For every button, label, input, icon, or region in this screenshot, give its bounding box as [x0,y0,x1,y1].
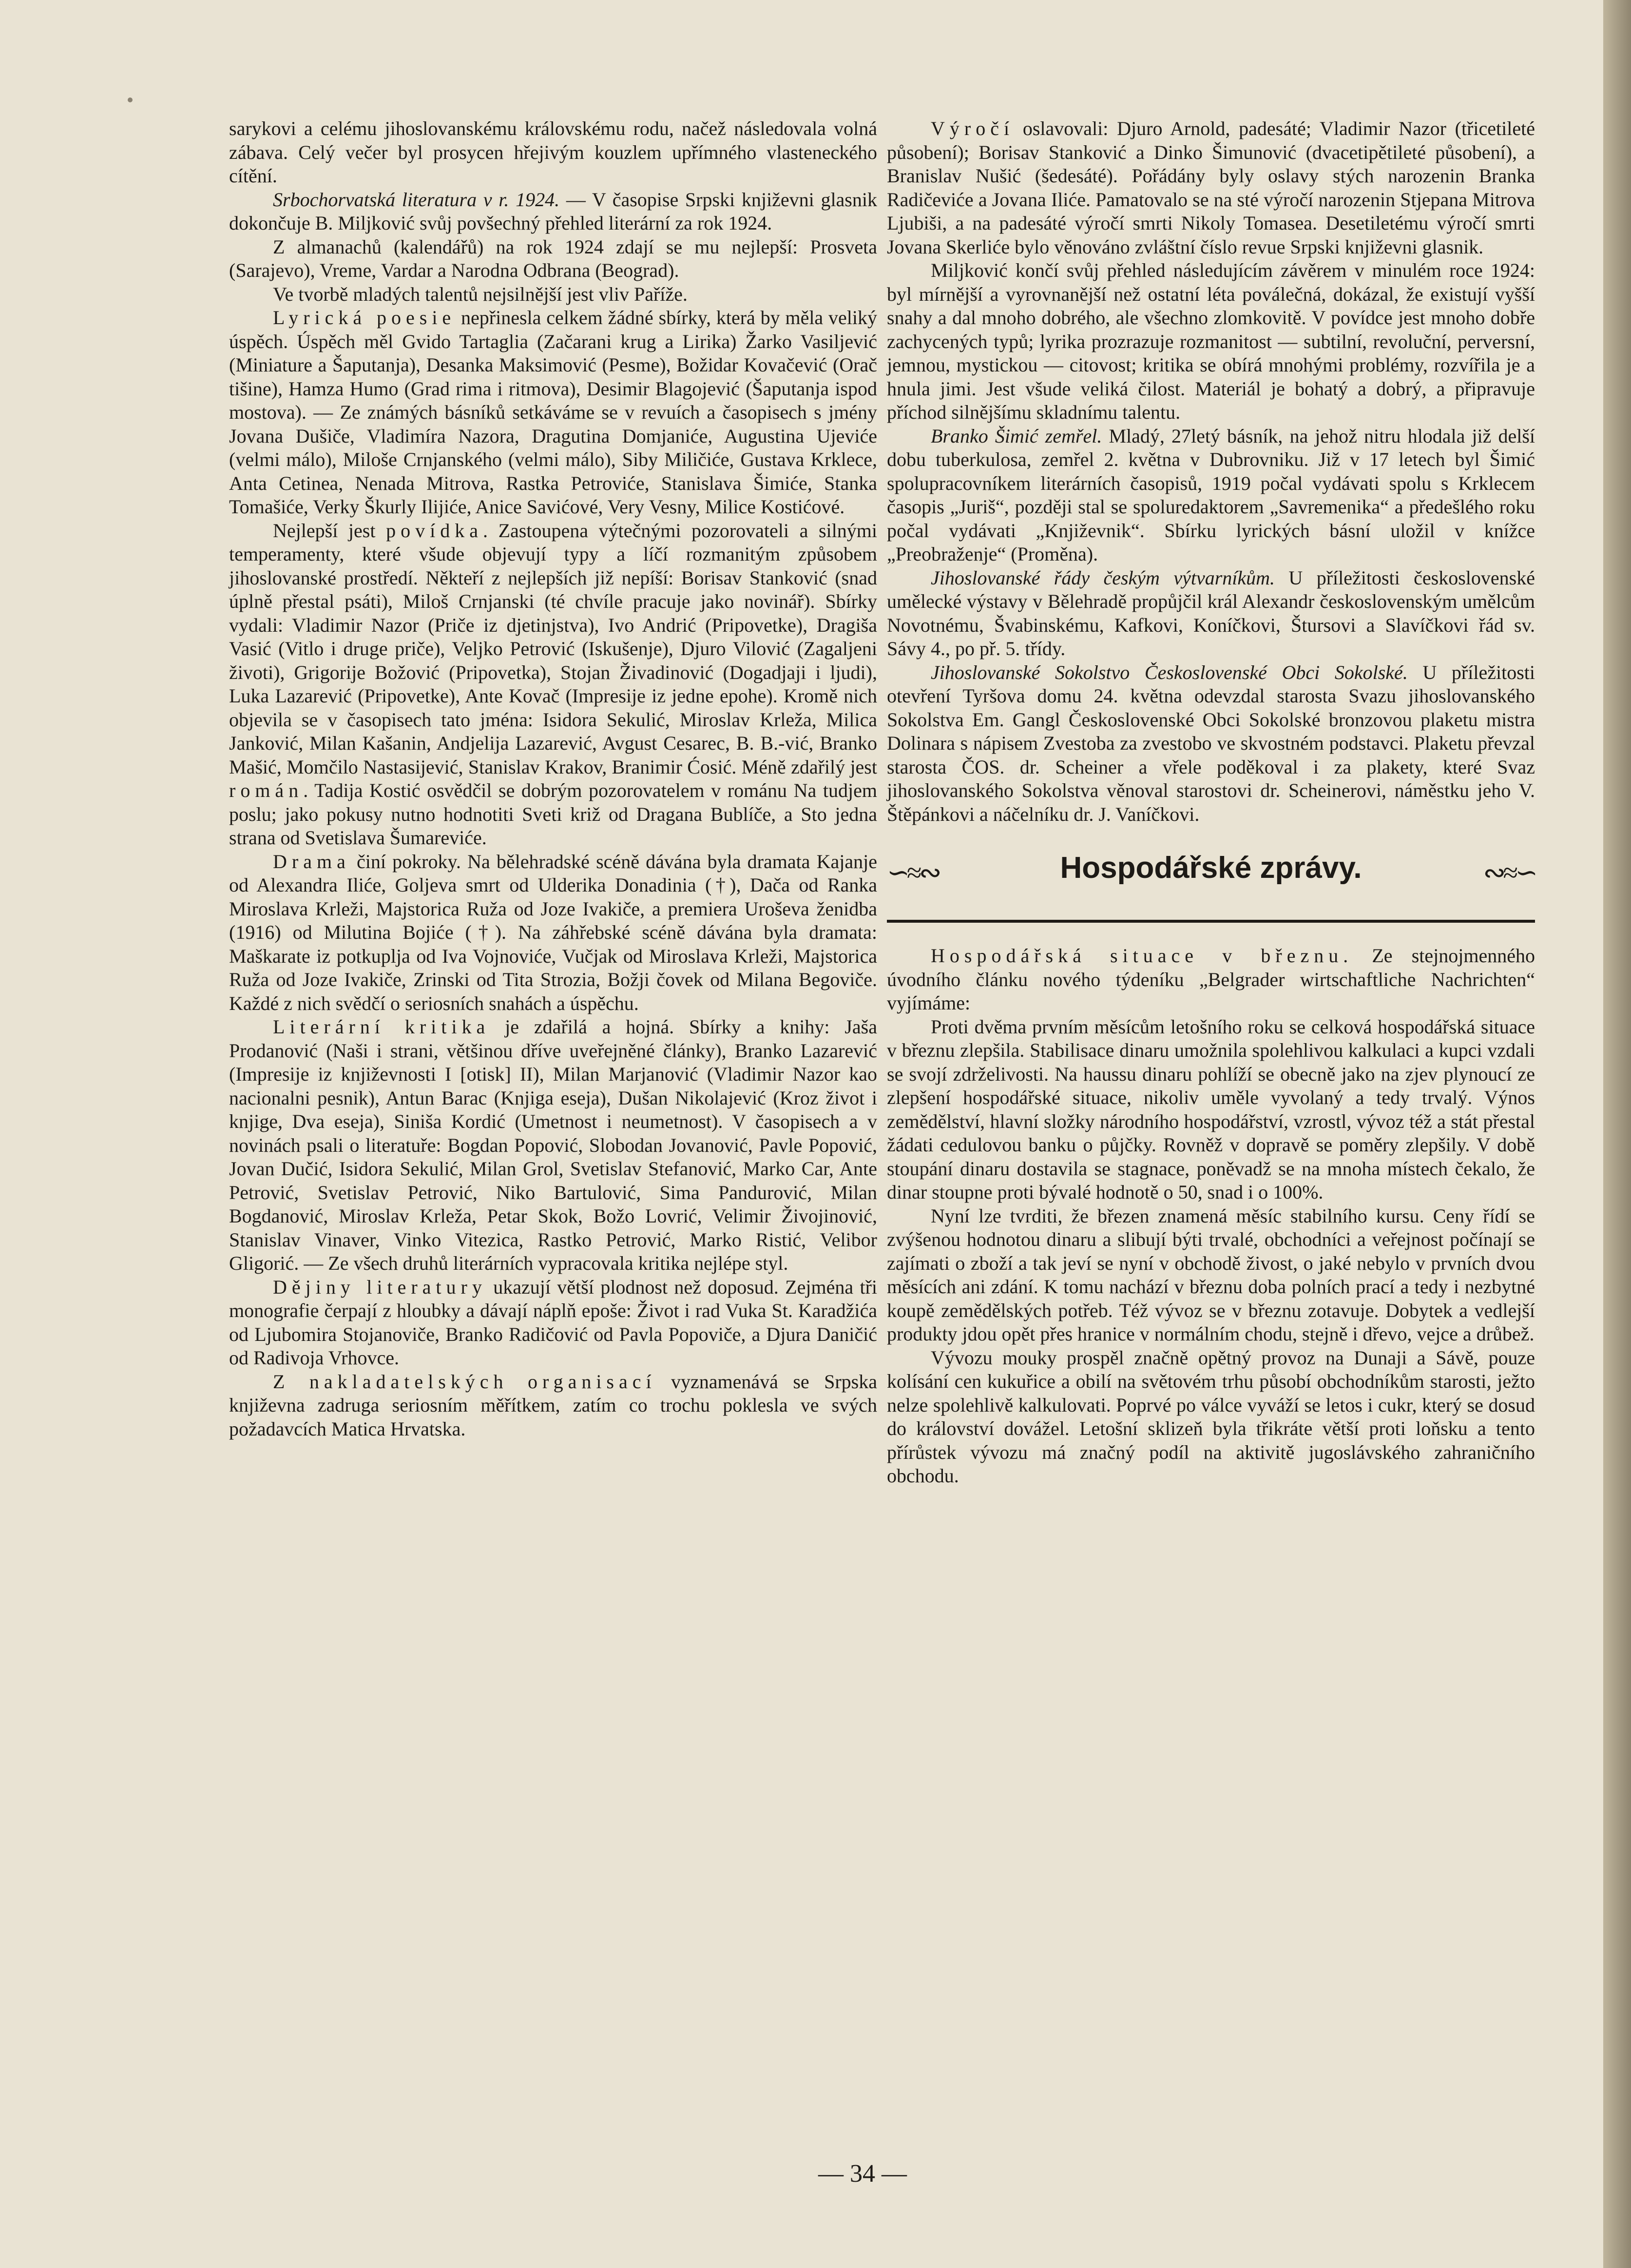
paragraph: Jihoslovanské Sokolstvo Československé Obci Sokolské. U příležitosti otevření Tyršova domu 24. května odevzdal starosta Svazu jihoslovanského Sokolstva Em. Gangl Československé Obci Sokolské bronzovou plaketu mistra Dolinara s nápisem Zvestoba za zvestobo ve skvostném podstavci. Plaketu převzal starosta ČOS. dr. Scheiner a vřele poděkoval i za plakety, které Svaz jihoslovanského Sokolstva věnoval starostovi dr. Scheinerovi, náměstku jeho V. Štěpánkovi a náčelníku dr. J. Vaníčkovi. [887,661,1535,825]
paragraph: sarykovi a celému jihoslovanskému královskému rodu, načež následovala volná zábava. Celý večer byl prosycen hřejivým kouzlem upřímného vlasteneckého cítění. [229,117,877,187]
section-title: Hospodářské zprávy. [1060,851,1362,885]
spaced-lead: román [229,779,304,801]
spaced-lead: Dějiny literatury [273,1276,487,1298]
paragraph: Z almanachů (kalendářů) na rok 1924 zdají se mu nejlepší: Prosveta (Sarajevo), Vreme, Vardar a Narodna Odbrana (Beograd). [229,235,877,281]
article-lead: Jihoslovanské Sokolstvo Československé Obci Sokolské. [931,661,1408,683]
left-column [229,117,877,1441]
spaced-lead: Hospodářská situace v březnu. [931,945,1353,967]
paragraph: Jihoslovanské řády českým výtvarníkům. U příležitosti československé umělecké výstavy v Bělehradě propůjčil král Alexandr československým umělcům Novotnému, Švabinskému, Kafkovi, Koníčkovi, Štursovi a Slavíčkovi řád sv. Sávy 4., po př. 5. třídy. [887,566,1535,659]
paragraph: Lyrická poesie nepřinesla celkem žádné sbírky, která by měla veliký úspěch. Úspěch měl Gvido Tartaglia (Začarani krug a Lirika) Žarko Vasiljević (Miniature a Šaputanja), Desanka Maksimović (Pesme), Božidar Kovačević (Orač tišine), Hamza Humo (Grad rima i ritmova), Desimir Blagojević (Šaputanja ispod mostova). — Ze známých básníků setkáváme se v revuích a časopisech s jmény Jovana Dušiče, Vladimíra Nazora, Dragutina Domjaniće, Augustina Ujeviće (velmi málo), Miloše Crnjanského (velmi málo), Siby Miličiće, Gustava Krklece, Anta Cetinea, Nenada Mitrova, Rastka Petroviće, Stanislava Šimiće, Stanka Tomašiće, Verky Škurly Ilijiće, Anice Savićové, Very Vesny, Milice Kostićové. [229,307,877,518]
paper-speck [128,97,133,102]
paragraph: Vývozu mouky prospěl značně opětný provoz na Dunaji a Sávě, pouze kolísání cen kukuřice a obilí na světovém trhu působí obchodníkům starosti, ježto nelze spolehlivě kalkulovati. Poprvé po válce vyváží se letos i cukr, který se dosud do království dovážel. Letošní sklizeň byla třikráte větší proti loňsku a tento přírůstek vývozu má značný podíl na aktivitě jugoslávského zahraničního obchodu. [887,1346,1535,1487]
right-column [887,117,1535,1488]
spaced-lead: Výročí [931,117,1015,139]
paragraph: Dějiny literatury ukazují větší plodnost než doposud. Zejména tři monografie čerpají z hloubky a dávají náplň epoše: Život i rad Vuka St. Karadžića od Ljubomira Stojanoviče, Branko Radičović od Pavla Popoviče, a Djura Daničić od Radivoja Vrhovce. [229,1276,878,1369]
article-lead: Srbochorvatská literatura v r. 1924. [273,188,560,211]
paragraph: Literární kritika je zdařilá a hojná. Sbírky a knihy: Jaša Prodanović (Naši i strani, většinou dříve uveřejněné články), Branko Lazarević (Impresije iz književnosti I [otisk] II), Milan Marjanović (Vladimir Nazor kao nacionalni pesnik), Antun Barac (Knjiga eseja), Dušan Nikolajević (Kroz život i knjige, Dva eseja), Siniša Kordić (Umetnost i neumetnost). V časopisech a v novinách psali o literatuře: Bogdan Popović, Slobodan Jovanović, Pavle Popović, Jovan Dučić, Isidora Sekulić, Milan Grol, Svetislav Stefanović, Marko Car, Ante Petrović, Svetislav Petrović, Niko Bartulović, Sima Pandurović, Milan Bogdanović, Miroslav Krleža, Petar Skok, Božo Lovrić, Velimir Živojinović, Stanislav Vinaver, Vinko Vitezica, Rastko Petrović, Marko Ristić, Velibor Gligorić. — Ze všech druhů literárních vypracovala kritika nejlépe styl. [229,1016,877,1274]
paragraph: Nyní lze tvrditi, že březen znamená měsíc stabilního kursu. Ceny řídí se zvýšenou hodnotou dinaru a slibují býti trvalé, obchodníci a veřejnost počínají se zajímati o zboží a tak jeví se nyní v obchodě živost, o jaké nebylo v prvních dvou měsících ani zdání. K tomu nachází v březnu doba polních prací a tedy i nezbytné koupě zemědělských potřeb. Též vývoz se v březnu zotavuje. Dobytek a vedlejší produkty jdou opět přes hranice v normálním chodu, stejně i dřevo, vejce a drůbež. [887,1204,1535,1345]
paragraph: Miljković končí svůj přehled následujícím závěrem v minulém roce 1924: byl mírnější a vyrovnanější než ostatní léta poválečná, dokázal, že existují vyšší snahy a dal mnoho dobrého, ale všechno zlomkovitě. V povídce jest mnoho dobře zachycených typů; lyrika prozrazuje rozmanitost — subtilní, revoluční, perversní, jemnou, mystickou — citovost; kritika se obírá mnohými problémy, rozvířila je a hnula jimi. Jest všude veliká čilost. Materiál je bohatý a dobrý, a připravuje příchod silnějšímu skladnímu talentu. [887,259,1535,423]
ornament-left-icon: ∽≈∾ [887,858,939,888]
spaced-lead: Lyrická poesie [273,307,456,329]
paragraph: Nejlepší jest povídka. Zastoupena výtečnými pozorovateli a silnými temperamenty, které všude objevují typy a líčí rozmanitým způsobem jihoslovanské prostředí. Někteří z nejlepších již nepíší: Borisav Stanković (snad úplně přestal psáti), Miloš Crnjanski (té chvíle pracuje jako novinář). Sbírky vydali: Vladimir Nazor (Priče iz djetinjstva), Ivo Andrić (Pripovetke), Dragiša Vasić (Vitlo i druge priče), Veljko Petrović (Iskušenje), Djuro Vilović (Zagaljeni životi), Grigorije Božović (Pripovetka), Stojan Živadinović (Dogadjaji i ljudi), Luka Lazarević (Pripovetke), Ante Kovač (Impresije iz jedne epohe). Kromě nich objevila se v časopisech tato jména: Isidora Sekulić, Miroslav Krleža, Milica Janković, Milan Kašanin, Andjelija Lazarević, Avgust Cesarec, B. B.-vić, Branko Mašić, Momčilo Nastasijević, Stanislav Krakov, Branimir Ćosić. Méně zdařilý jest román. Tadija Kostić osvědčil se dobrým pozorovatelem v románu Na tudjem poslu; jako pokusy nutno hodnotiti Sveti križ od Dragana Bublíče, a Sto jedna strana od Svetislava Šumareviće. [229,519,877,849]
ornament-right-icon: ∾≈∽ [1483,858,1535,888]
paragraph: Hospodářská situace v březnu. Ze stejnojmenného úvodního článku nového týdeníku „Belgrader wirtschaftliche Nachrichten“ vyjímáme: [887,945,1535,1014]
paragraph: Proti dvěma prvním měsícům letošního roku se celková hospodářská situace v březnu zlepšila. Stabilisace dinaru umožnila spolehlivou kalkulaci a kupci vzdali se svojí zdrželivosti. Na haussu dinaru pohlíží se obecně jako na zjev plynoucí ze zlepšení hospodářské situace, nikoliv uměle vyvolaný a tedy trvalý. Výnos zemědělství, hlavní složky národního hospodářství, vzrostl, vývoz též a stát přestal žádati cedulovou banku o půjčky. Rovněž v dopravě se poměry zlepšily. V době stoupání dinaru dostavila se stagnace, poněvadž se na mnoha místech čekalo, že dinar stoupne proti bývalé hodnotě o 50, snad i o 100%. [887,1015,1535,1203]
paragraph: Drama činí pokroky. Na bělehradské scéně dávána byla dramata Kajanje od Alexandra Iliće, Goljeva smrt od Ulderika Donadinia (†), Dača od Ranka Miroslava Krleži, Majstorica Ruža od Joze Ivakiče, a premiera Uroševa ženidba (1916) od Milutina Bojiće (†). Na záhřebské scéně dávána byla dramata: Maškarate iz potkuplja od Iva Vojnoviće, Vučjak od Miroslava Krleži, Majstorica Ruža od Joze Ivakiče, Zrinski od Tita Strozia, Božji čovek od Milana Begoviče. Každé z nich svědčí o seriosních snahách a úspěchu. [229,850,877,1014]
spaced-lead: Drama [273,850,350,872]
spaced-lead: Z nakladatelských organisací [273,1370,656,1393]
page-fold [1603,0,1631,2268]
page-number: — 34 — [818,2160,907,2188]
paragraph: Srbochorvatská literatura v r. 1924. — V časopise Srpski književni glasnik dokončuje B. Miljković svůj povšechný přehled literární za rok 1924. [229,188,877,234]
article-lead: Branko Šimić zemřel. [931,425,1102,447]
paragraph: Výročí oslavovali: Djuro Arnold, padesáté; Vladimir Nazor (třicetileté působení); Borisav Stanković a Dinko Šimunović (dvacetipětileté působení), a Branislav Nušić (šedesáté). Pořádány byly oslavy stých narozenin Branka Radičeviće a Jovana Iliće. Pamatovalo se na sté výročí narozenin Stjepana Mitrova Ljubiši, a na padesáté výročí smrti Nikoly Tomasea. Desetiletému výročí smrti Jovana Skerliće bylo věnováno zvláštní číslo revue Srpski književni glasnik. [887,117,1535,258]
spaced-lead: Literární kritika [273,1016,490,1038]
spaced-lead: povídka [386,519,483,542]
paragraph: Z nakladatelských organisací vyznamenává se Srpska književna zadruga seriosním měřítkem, zatím co trochu poklesla ve svých požadavcích Matica Hrvatska. [229,1370,877,1440]
article-lead: Jihoslovanské řády českým výtvarníkům. [931,566,1275,589]
paragraph: Branko Šimić zemřel. Mladý, 27letý básník, na jehož nitru hlodala již delší dobu tuberkulosa, zemřel 2. května v Dubrovniku. Již v 17 letech byl Šimić spolupracovníkem literárních časopisů, 1919 počal vydávati spolu s Krklecem časopis „Juriš“, později stal se spoluredaktorem „Savremenika“ a předešlého roku počal vydávati „Književnik“. Sbírku lyrických básní uložil v knížce „Preobraženje“ (Proměna). [887,425,1535,565]
section-heading [887,847,1535,923]
paragraph: Ve tvorbě mladých talentů nejsilnější jest vliv Paříže. [273,283,688,305]
